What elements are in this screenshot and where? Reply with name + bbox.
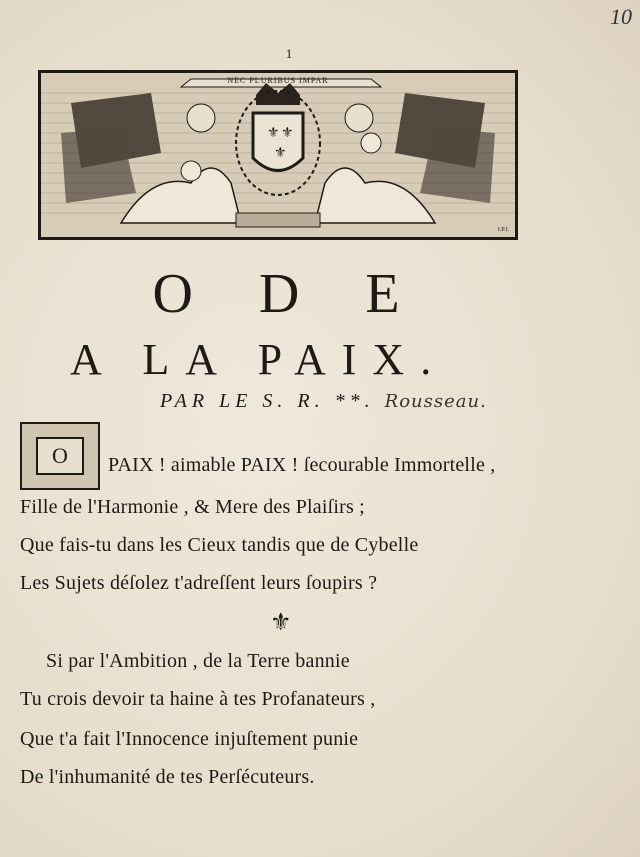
- stanza2-line2: Tu crois devoir ta haine à tes Profanateurs ,: [20, 688, 376, 710]
- svg-text:⚜: ⚜: [281, 125, 294, 141]
- folio-number: 10: [610, 4, 632, 29]
- stanza2-line3: Que t'a fait l'Innocence injuſtement punie: [20, 728, 359, 750]
- page-number: 1: [285, 46, 293, 61]
- stanza2-line4: De l'inhumanité de tes Perſécuteurs.: [20, 766, 315, 788]
- engraver-signature: I.P.f.: [497, 227, 509, 233]
- byline-handwritten-name: Rousseau.: [384, 391, 487, 412]
- stanza1-line4: Les Sujets déſolez t'adreſſent leurs ſoupirs ?: [20, 572, 378, 594]
- engraved-headpiece: [38, 70, 518, 240]
- headpiece-motto: NEC PLURIBUS IMPAR: [227, 76, 329, 85]
- byline: [160, 390, 600, 413]
- headpiece-engraving: [41, 73, 515, 237]
- stanza1-line2: Fille de l'Harmonie , & Mere des Plaiſirs ;: [20, 496, 365, 518]
- decorated-initial: [20, 422, 100, 490]
- fleuron-ornament-icon: ⚜: [270, 608, 292, 636]
- svg-text:⚜: ⚜: [274, 145, 287, 161]
- title-a-la-paix: A LA PAIX.: [70, 335, 448, 384]
- stanza2-line1: Si par l'Ambition , de la Terre bannie: [46, 650, 350, 672]
- title-ode: O D E: [152, 263, 426, 325]
- svg-text:⚜: ⚜: [267, 125, 280, 141]
- stanza1-line1: PAIX ! aimable PAIX ! ſecourable Immortelle ,: [108, 454, 496, 476]
- initial-letter: O: [36, 437, 84, 475]
- byline-printed: PAR LE S. R. **.: [160, 390, 375, 412]
- stanza1-line3: Que fais-tu dans les Cieux tandis que de Cybelle: [20, 534, 419, 556]
